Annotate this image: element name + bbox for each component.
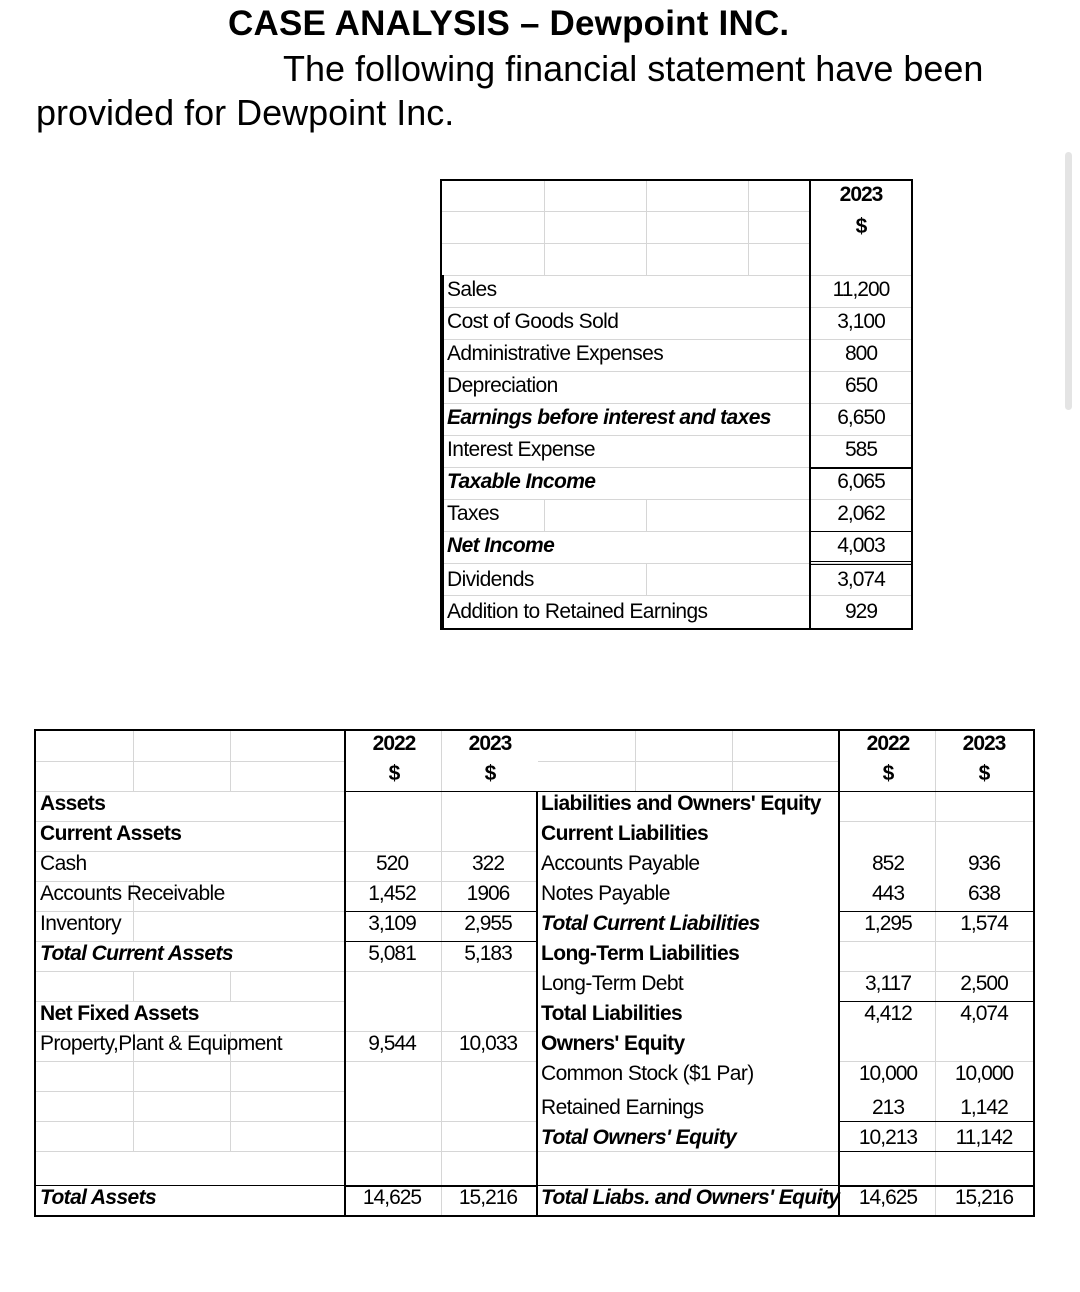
income-value-taxable: 6,065 [837,470,885,493]
intro-text-line-1: The following financial statement have been [283,48,984,89]
common-stock-2023: 10,000 [954,1062,1014,1085]
income-label-taxes: Taxes [447,502,499,525]
total-current-liabilities-label: Total Current Liabilities [541,912,760,935]
income-value-sales: 11,200 [832,278,890,301]
liabilities-year-2022-header: 2022 [866,732,910,755]
liabilities-equity-heading: Liabilities and Owners' Equity [541,792,821,815]
cash-2022: 520 [375,852,409,875]
total-current-liabilities-2023: 1,574 [960,912,1008,935]
income-label-retained-addition: Addition to Retained Earnings [447,600,708,623]
total-owners-equity-2023: 11,142 [955,1126,1013,1149]
notes-payable-label: Notes Payable [541,882,670,905]
payables-2022: 852 [871,852,905,875]
total-current-liabilities-2022: 1,295 [864,912,912,935]
assets-year-2023-header: 2023 [468,732,512,755]
income-label-net-income: Net Income [447,534,555,557]
total-liabs-equity-label: Total Liabs. and Owners' Equity [541,1186,840,1209]
total-liabs-equity-2022: 14,625 [858,1186,918,1209]
income-label-depreciation: Depreciation [447,374,558,397]
owners-equity-heading: Owners' Equity [541,1032,685,1055]
ppe-label: Property,Plant & Equipment [40,1032,282,1055]
ppe-2023: 10,033 [458,1032,518,1055]
inventory-2022: 3,109 [368,912,416,935]
long-term-liabilities-heading: Long-Term Liabilities [541,942,740,965]
income-value-admin: 800 [844,342,878,365]
income-value-dividends: 3,074 [837,568,885,591]
assets-currency-2023: $ [484,762,496,785]
receivables-label: Accounts Receivable [40,882,225,905]
total-current-assets-2023: 5,183 [464,942,512,965]
total-assets-label: Total Assets [40,1186,157,1209]
vertical-scrollbar[interactable] [1065,152,1072,410]
inventory-label: Inventory [40,912,121,935]
total-current-assets-2022: 5,081 [368,942,416,965]
income-value-interest: 585 [844,438,878,461]
payables-label: Accounts Payable [541,852,700,875]
income-value-retained-addition: 929 [844,600,878,623]
income-currency-header: $ [855,215,867,238]
liabilities-year-2023-header: 2023 [962,732,1006,755]
inventory-2023: 2,955 [464,912,512,935]
income-label-interest: Interest Expense [447,438,595,461]
liabilities-currency-2023: $ [978,762,990,785]
intro-text-line-2: provided for Dewpoint Inc. [36,92,455,133]
income-year-header: 2023 [839,183,883,206]
current-liabilities-heading: Current Liabilities [541,822,709,845]
liabilities-currency-2022: $ [882,762,894,785]
notes-payable-2023: 638 [967,882,1001,905]
retained-earnings-label: Retained Earnings [541,1096,704,1119]
total-owners-equity-label: Total Owners' Equity [541,1126,737,1149]
income-label-dividends: Dividends [447,568,534,591]
current-assets-heading: Current Assets [40,822,182,845]
common-stock-label: Common Stock ($1 Par) [541,1062,754,1085]
total-assets-2023: 15,216 [458,1186,518,1209]
receivables-2022: 1,452 [368,882,416,905]
assets-heading: Assets [40,792,106,815]
receivables-2023: 1906 [466,882,510,905]
cash-label: Cash [40,852,87,875]
total-liabilities-2022: 4,412 [864,1002,912,1025]
income-label-sales: Sales [447,278,497,301]
assets-year-2022-header: 2022 [372,732,416,755]
balance-sheet-table [34,729,1035,1217]
income-value-net-income: 4,003 [837,534,885,557]
long-term-debt-2023: 2,500 [960,972,1008,995]
income-value-cogs: 3,100 [837,310,885,333]
income-label-taxable: Taxable Income [447,470,596,493]
long-term-debt-label: Long-Term Debt [541,972,684,995]
total-liabs-equity-2023: 15,216 [954,1186,1014,1209]
cash-2023: 322 [471,852,505,875]
common-stock-2022: 10,000 [858,1062,918,1085]
total-assets-2022: 14,625 [362,1186,422,1209]
income-value-taxes: 2,062 [837,502,885,525]
income-label-ebit: Earnings before interest and taxes [447,406,771,429]
income-statement-table [440,179,913,630]
ppe-2022: 9,544 [368,1032,416,1055]
assets-currency-2022: $ [388,762,400,785]
total-liabilities-label: Total Liabilities [541,1002,683,1025]
notes-payable-2022: 443 [871,882,905,905]
income-value-depreciation: 650 [844,374,878,397]
income-value-ebit: 6,650 [837,406,885,429]
payables-2023: 936 [967,852,1001,875]
retained-earnings-2023: 1,142 [960,1096,1008,1119]
income-label-cogs: Cost of Goods Sold [447,310,619,333]
income-label-admin: Administrative Expenses [447,342,664,365]
total-liabilities-2023: 4,074 [960,1002,1008,1025]
net-fixed-assets-heading: Net Fixed Assets [40,1002,199,1025]
total-current-assets-label: Total Current Assets [40,942,233,965]
page-title: CASE ANALYSIS – Dewpoint INC. [228,4,790,43]
long-term-debt-2022: 3,117 [865,972,911,995]
total-owners-equity-2022: 10,213 [858,1126,918,1149]
retained-earnings-2022: 213 [871,1096,905,1119]
